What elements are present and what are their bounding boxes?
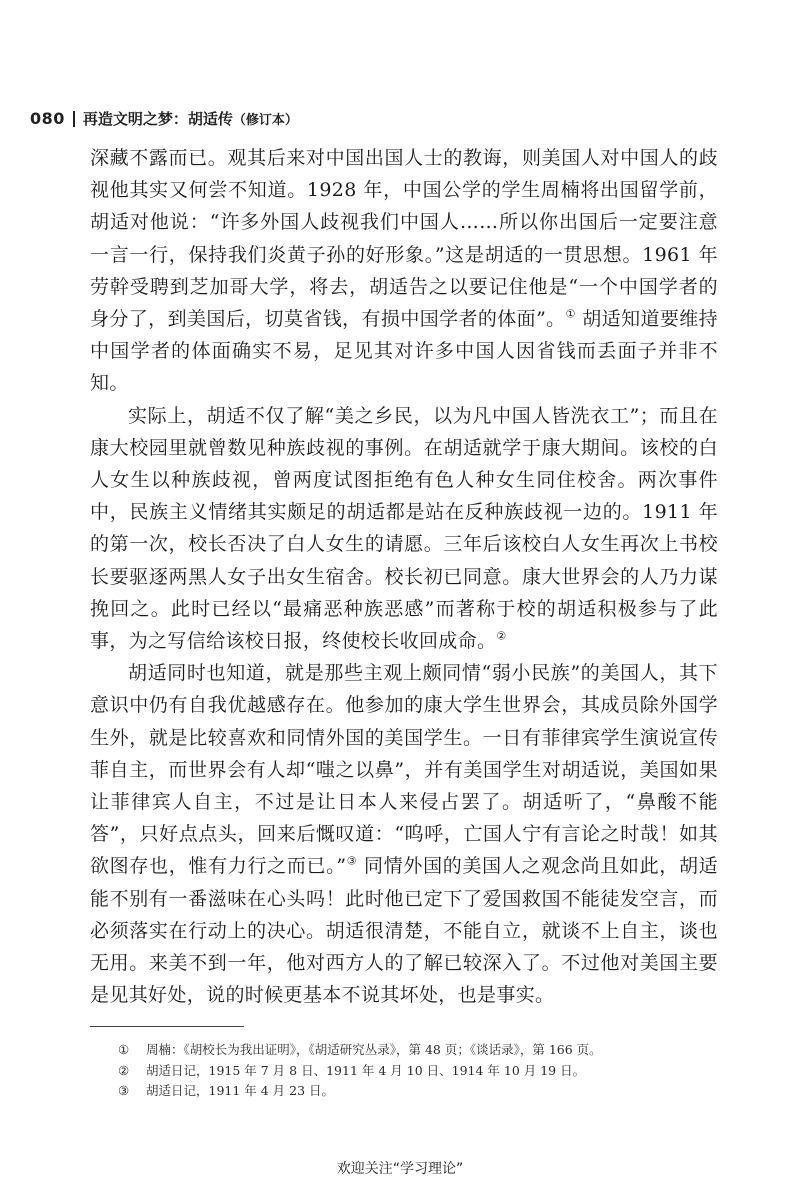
running-header <box>30 108 298 129</box>
paragraph-text: 胡适知道要维持中国学者的体面确实不易，足见其对许多中国人因省钱而丢面子并非不知。 <box>90 308 718 395</box>
footnote-mark: ③ <box>118 1083 130 1098</box>
footnote-text: 周楠：《胡校长为我出证明》，《胡适研究丛录》，第 48 页；《谈话录》，第 166 页。 <box>146 1042 602 1057</box>
footnote-divider <box>90 1026 244 1027</box>
footnote-ref-3[interactable]: ③ <box>346 855 358 869</box>
footnotes <box>118 1040 718 1102</box>
page-number: 080 <box>30 109 65 128</box>
book-title <box>83 108 298 129</box>
book-title-main: 再造文明之梦：胡适传 <box>82 110 233 128</box>
footnote-2 <box>118 1061 718 1082</box>
header-divider <box>73 111 75 127</box>
page-footer: 欢迎关注“学习理论” <box>336 1161 464 1177</box>
main-text <box>90 142 718 1011</box>
footnote-text: 胡适日记，1911 年 4 月 23 日。 <box>146 1083 335 1098</box>
paragraph-1 <box>90 142 718 400</box>
footnote-mark: ② <box>118 1062 130 1078</box>
paragraph-3 <box>90 657 718 1011</box>
footnote-mark: ① <box>118 1042 130 1057</box>
paragraph-text: 深藏不露而已。观其后来对中国出国人士的教诲，则美国人对中国人的歧视他其实又何尝不知道。1928 年，中国公学的学生周楠将出国留学前，胡适对他说：“许多外国人歧视我们中国人……所以你出国后一定要注意一言一行，保持我们炎黄子孙的好形象。”这是胡适的一贯思想。1961 年劳幹受聘到芝加哥大学，将去，胡适告之以要记住他是“一个中国学者的身分了，到美国后，切莫省钱，有损中国学者的体面”。 <box>90 147 718 331</box>
paragraph-text: 胡适同时也知道，就是那些主观上颇同情“弱小民族”的美国人，其下意识中仍有自我优越感存在。他参加的康大学生世界会，其成员除外国学生外，就是比较喜欢和同情外国的美国学生。一日有菲律宾学生演说宣传菲自主，而世界会有人却“嗤之以鼻”，并有美国学生对胡适说，美国如果让菲律宾人自主，不过是让日本人来侵占罢了。胡适听了，“鼻酸不能答”，只好点点头，回来后慨叹道：“呜呼，亡国人宁有言论之时哉！如其欲图存也，惟有力行之而已。” <box>90 662 718 878</box>
footnote-ref-1[interactable]: ① <box>565 307 576 321</box>
footnote-ref-2[interactable]: ② <box>496 629 507 643</box>
footnote-3 <box>118 1081 718 1102</box>
paragraph-text: 实际上，胡适不仅了解“美之乡民，以为凡中国人皆洗衣工”；而且在康大校园里就曾数见种族歧视的事例。在胡适就学于康大期间。该校的白人女生以种族歧视，曾两度试图拒绝有色人种女生同住校舍。两次事件中，民族主义情绪其实颇足的胡适都是站在反种族歧视一边的。1911 年的第一次，校长否决了白人女生的请愿。三年后该校白人女生再次上书校长要驱逐两黑人女子出女生宿舍。校长初已同意。康大世界会的人乃力谋挽回之。此时已经以“最痛恶种族恶感”而著称于校的胡适积极参与了此事，为之写信给该校日报，终使校长收回成命。 <box>90 404 718 653</box>
footnote-text: 胡适日记，1915 年 7 月 8 日、1911 年 4 月 10 日、1914 年 10 月 19 日。 <box>146 1062 586 1078</box>
footnote-1 <box>118 1040 718 1061</box>
paragraph-2 <box>90 400 718 658</box>
paragraph-text: 同情外国的美国人之观念尚且如此，胡适能不别有一番滋味在心头吗！此时他已定下了爱国救国不能徒发空言，而必须落实在行动上的决心。胡适很清楚，不能自立，就谈不上自主，谈也无用。来美不到一年，他对西方人的了解已较深入了。不过他对美国主要是见其好处，说的时候更基本不说其坏处，也是事实。 <box>90 855 718 1007</box>
book-edition: （修订本） <box>232 113 298 128</box>
